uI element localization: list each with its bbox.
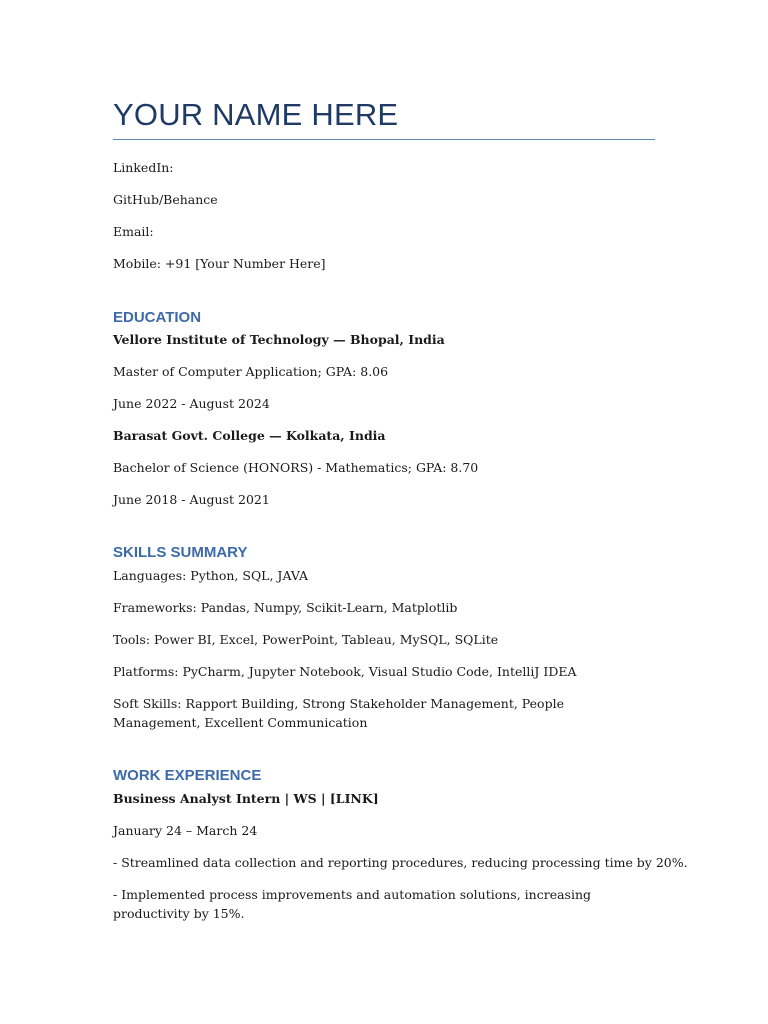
education-degree: Bachelor of Science (HONORS) - Mathematics; GPA: 8.70 (113, 460, 479, 475)
experience-bullet: - Streamlined data collection and reporting procedures, reducing processing time by 20%. (113, 855, 688, 870)
contact-github: GitHub/Behance (113, 192, 218, 207)
education-heading: EDUCATION (113, 309, 202, 326)
education-institution: Vellore Institute of Technology — Bhopal, India (113, 332, 445, 347)
education-degree: Master of Computer Application; GPA: 8.06 (113, 364, 389, 379)
skills-heading: SKILLS SUMMARY (113, 544, 248, 561)
name-divider (113, 139, 655, 140)
skills-frameworks: Frameworks: Pandas, Numpy, Scikit-Learn, Matplotlib (113, 600, 458, 615)
contact-mobile: Mobile: +91 [Your Number Here] (113, 256, 326, 271)
experience-title: Business Analyst Intern | WS | [LINK] (113, 791, 379, 806)
skills-languages: Languages: Python, SQL, JAVA (113, 568, 309, 583)
experience-dates: January 24 – March 24 (113, 823, 258, 838)
contact-email: Email: (113, 224, 154, 239)
education-dates: June 2022 - August 2024 (113, 396, 270, 411)
experience-heading: WORK EXPERIENCE (113, 767, 262, 784)
education-institution: Barasat Govt. College — Kolkata, India (113, 428, 386, 443)
contact-linkedin: LinkedIn: (113, 160, 174, 175)
skills-tools: Tools: Power BI, Excel, PowerPoint, Tableau, MySQL, SQLite (113, 632, 499, 647)
education-dates: June 2018 - August 2021 (113, 492, 270, 507)
skills-soft-skills: Soft Skills: Rapport Building, Strong Stakeholder Management, People Management, Excellent Communication (113, 696, 564, 730)
experience-bullet: - Implemented process improvements and automation solutions, increasing productivity by 15%. (113, 887, 592, 921)
candidate-name: YOUR NAME HERE (113, 97, 399, 132)
skills-platforms: Platforms: PyCharm, Jupyter Notebook, Visual Studio Code, IntelliJ IDEA (113, 664, 577, 679)
